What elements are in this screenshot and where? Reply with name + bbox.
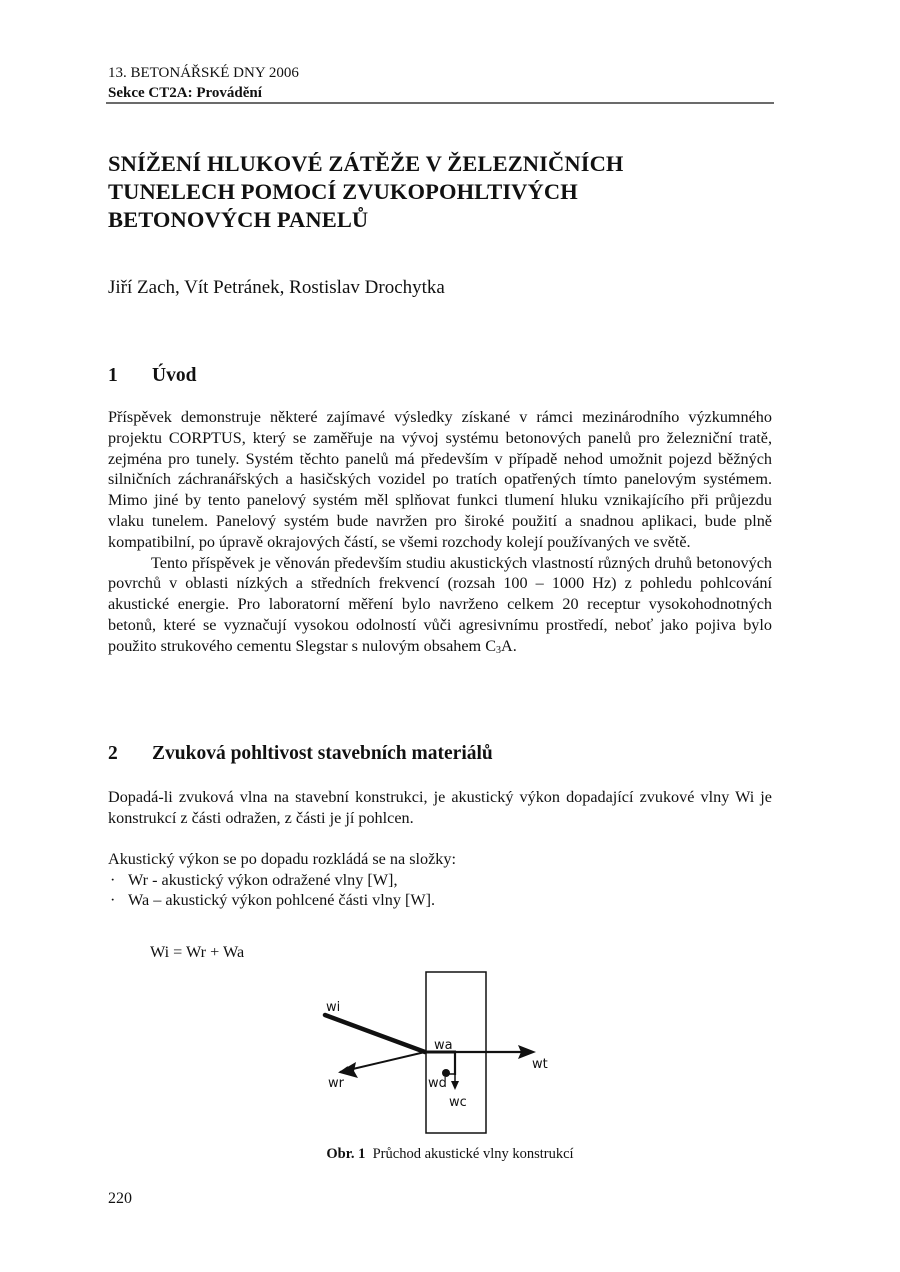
section-1-body	[108, 407, 772, 662]
label-wi: wi	[326, 1000, 341, 1015]
section-title: Úvod	[152, 365, 197, 386]
section-heading-2	[108, 742, 493, 766]
list-item-text: Wr - akustický výkon odražené vlny [W],	[128, 870, 398, 889]
title-line: BETONOVÝCH PANELŮ	[108, 207, 369, 232]
figure-caption	[0, 1145, 900, 1163]
bullet-icon: ·	[110, 891, 116, 909]
list-item-text: Wa – akustický výkon pohlcené části vlny [W].	[128, 891, 436, 909]
section-title: Zvuková pohltivost stavebních materiálů	[152, 743, 493, 764]
paragraph	[108, 553, 772, 662]
page-number: 220	[108, 1190, 132, 1207]
conducted-arrowhead	[451, 1081, 459, 1090]
bullet-icon: ·	[110, 870, 116, 889]
chemical-formula: $C_3A$.	[485, 636, 517, 656]
list-item	[108, 870, 772, 891]
label-wd: wd	[428, 1076, 447, 1091]
incident-wave-arrow	[325, 1015, 425, 1052]
wave-transmission-diagram	[310, 965, 590, 1140]
list-item	[108, 890, 772, 911]
section-number: 1	[108, 365, 118, 386]
components-list	[108, 849, 772, 911]
label-wt: wt	[532, 1057, 548, 1072]
paragraph: Dopadá-li zvuková vlna na stavební konstrukci, je akustický výkon dopadající zvukové vlny Wi je konstrukcí z části odražen, z části je jí pohlcen.	[108, 788, 772, 827]
paper-title	[108, 150, 748, 234]
section-number: 2	[108, 743, 118, 764]
figure-label: Obr. 1	[326, 1146, 366, 1162]
authors: Jiří Zach, Vít Petránek, Rostislav Drochytka	[108, 277, 445, 298]
label-wr: wr	[328, 1076, 344, 1091]
paragraph-text: Tento příspěvek je věnován především studiu akustických vlastností různých druhů betonových povrchů v oblasti nízkých a středních frekvencí (rozsah 100 – 1000 Hz) z pohledu pohlcování akustické energie. Pro laboratorní měření bylo navrženo celkem 20 receptur vysokohodnotných betonů, které se vyznačují vysokou odolností vůči agresivnímu prostředí, neboť jako pojiva bylo použito strukového cementu Slegstar s nulovým obsahem	[108, 553, 772, 655]
running-header-conference: 13. BETONÁŘSKÉ DNY 2006	[108, 65, 299, 81]
section-2-body	[108, 787, 772, 829]
label-wa: wa	[434, 1038, 453, 1053]
equation: Wi = Wr + Wa	[150, 943, 245, 961]
figure-caption-text: Průchod akustické vlny konstrukcí	[372, 1146, 574, 1162]
list-intro: Akustický výkon se po dopadu rozkládá se na složky:	[108, 850, 456, 868]
title-line: TUNELECH POMOCÍ ZVUKOPOHLTIVÝCH	[108, 179, 578, 204]
label-wc: wc	[449, 1095, 467, 1110]
running-header-section: Sekce CT2A: Provádění	[108, 85, 262, 101]
title-line: SNÍŽENÍ HLUKOVÉ ZÁTĚŽE V ŽELEZNIČNÍCH	[108, 151, 624, 176]
header-rule	[106, 102, 774, 104]
paragraph: Příspěvek demonstruje některé zajímavé výsledky získané v rámci mezinárodního výzkumného projektu CORPTUS, který se zaměřuje na vývoj systému betonových panelů pro železniční tratě, zejména pro tunely. Systém těchto panelů má především v případě nehod umožnit pojezd běžných silničních záchranářských a hasičských vozidel po tratích opatřených tímto panelovým systémem. Mimo jiné by tento panelový systém měl splňovat funkci tlumení hluku vznikajícího při průjezdu vlaku tunelem. Panelový systém bude navržen pro široké použití a snadnou aplikaci, bude plně kompatibilní, po úpravě okrajových částí, se všemi rozchody kolejí používaných ve světě.	[108, 408, 772, 551]
section-heading-1	[108, 364, 196, 388]
